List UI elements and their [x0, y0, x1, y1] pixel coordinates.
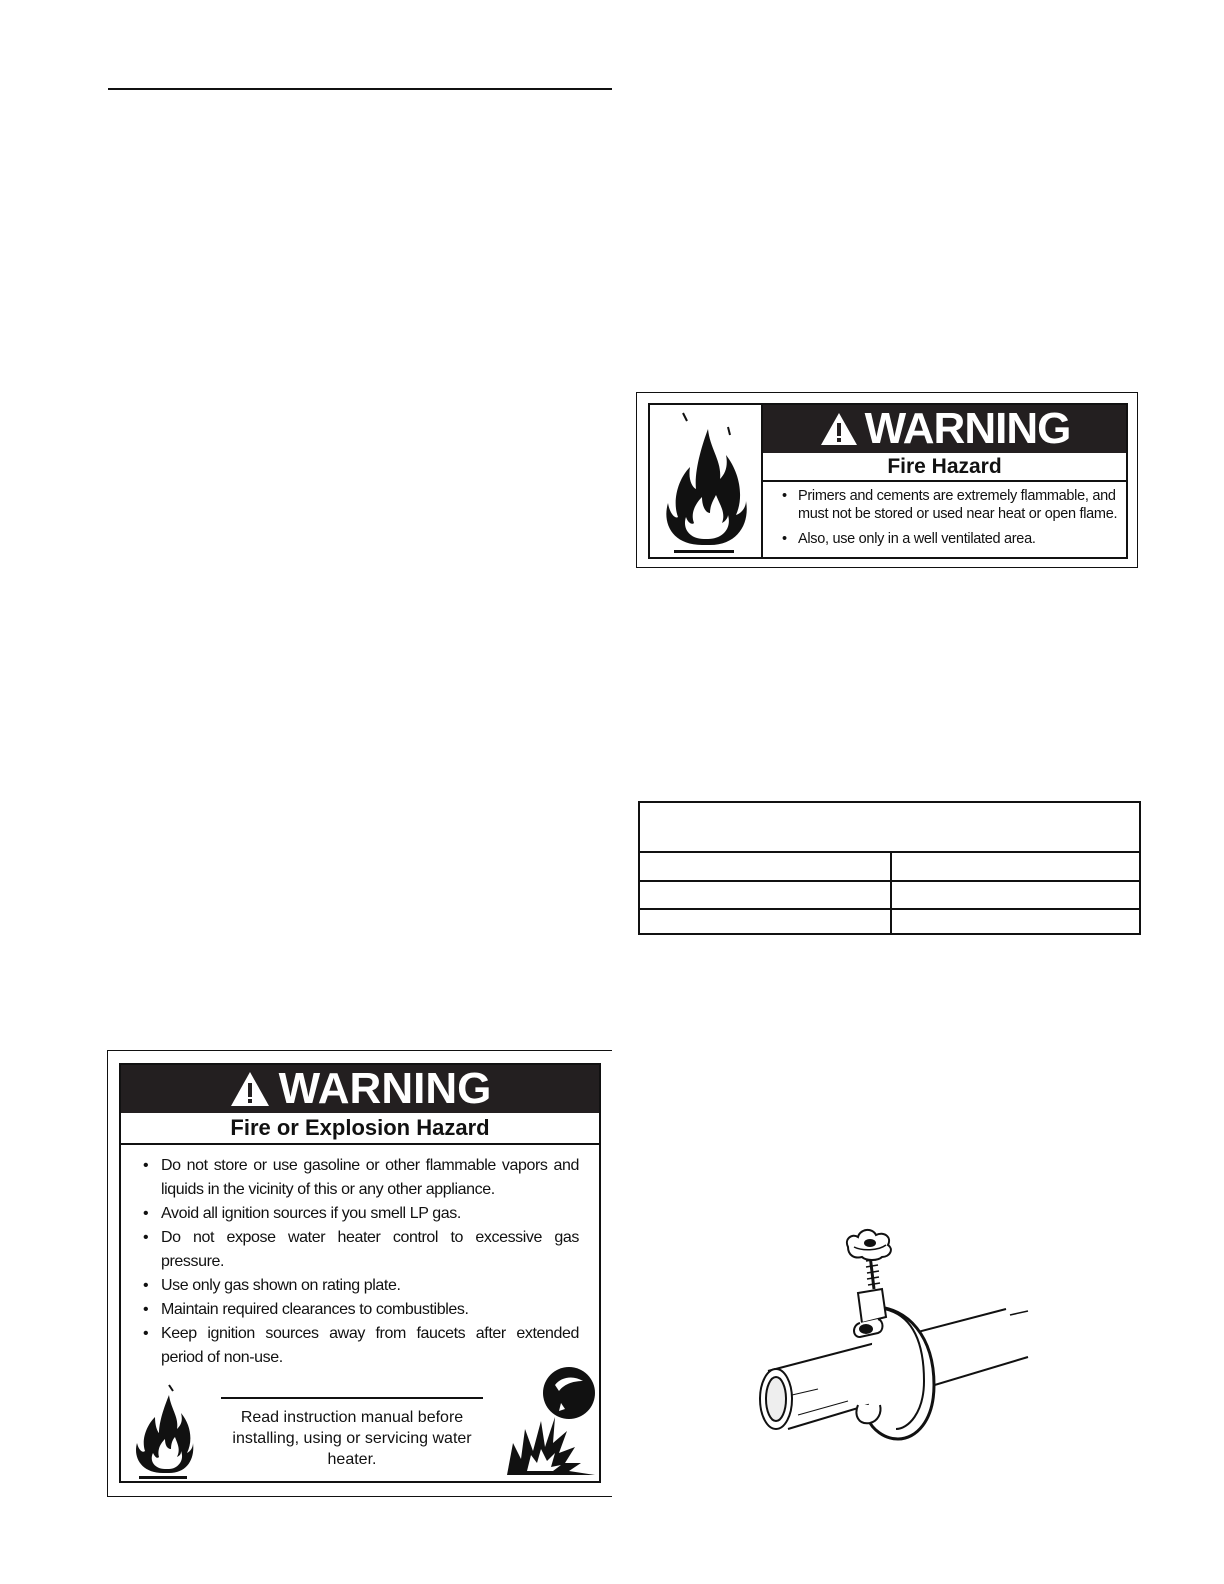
signal-word: WARNING — [278, 1064, 492, 1113]
hazard-item: • Do not expose water heater control to excessive gas pressure. — [143, 1226, 579, 1274]
hazard-item: • Do not store or use gasoline or other flammable vapors and liquids in the vicinity of this or any other appliance. — [143, 1154, 579, 1202]
hazard-list — [143, 1154, 579, 1370]
column-divider — [890, 853, 892, 933]
flame-icon — [129, 1383, 199, 1486]
alert-triangle-icon — [229, 1070, 271, 1108]
warning-header — [763, 405, 1126, 453]
hazard-list — [768, 487, 1120, 555]
hazard-item: • Avoid all ignition sources if you smell LP gas. — [143, 1202, 579, 1226]
alert-triangle-icon — [819, 411, 859, 447]
instruction-note: Read instruction manual before installing, using or servicing water heater. — [232, 1409, 472, 1468]
hazard-item: • Keep ignition sources away from faucets after extended period of non-use. — [143, 1322, 579, 1370]
hazard-title: Fire or Explosion Hazard — [121, 1113, 599, 1145]
flame-icon — [650, 405, 763, 557]
warning-header — [121, 1065, 599, 1113]
hazard-item: • Maintain required clearances to combustibles. — [143, 1298, 579, 1322]
spec-table — [638, 801, 1141, 935]
signal-word: WARNING — [864, 404, 1071, 453]
section-rule — [108, 88, 612, 90]
note-rule — [221, 1397, 483, 1399]
fire-explosion-warning-label — [107, 1050, 612, 1497]
explosion-icon — [503, 1359, 599, 1484]
hazard-item: • Use only gas shown on rating plate. — [143, 1274, 579, 1298]
hazard-item: • Primers and cements are extremely flammable, and must not be stored or used near heat or open flame. — [768, 487, 1120, 523]
hazard-title: Fire Hazard — [763, 453, 1126, 482]
fire-hazard-warning-label — [636, 392, 1138, 568]
hazard-item: • Also, use only in a well ventilated area. — [768, 530, 1120, 548]
saddle-valve-icon — [748, 1225, 1038, 1475]
